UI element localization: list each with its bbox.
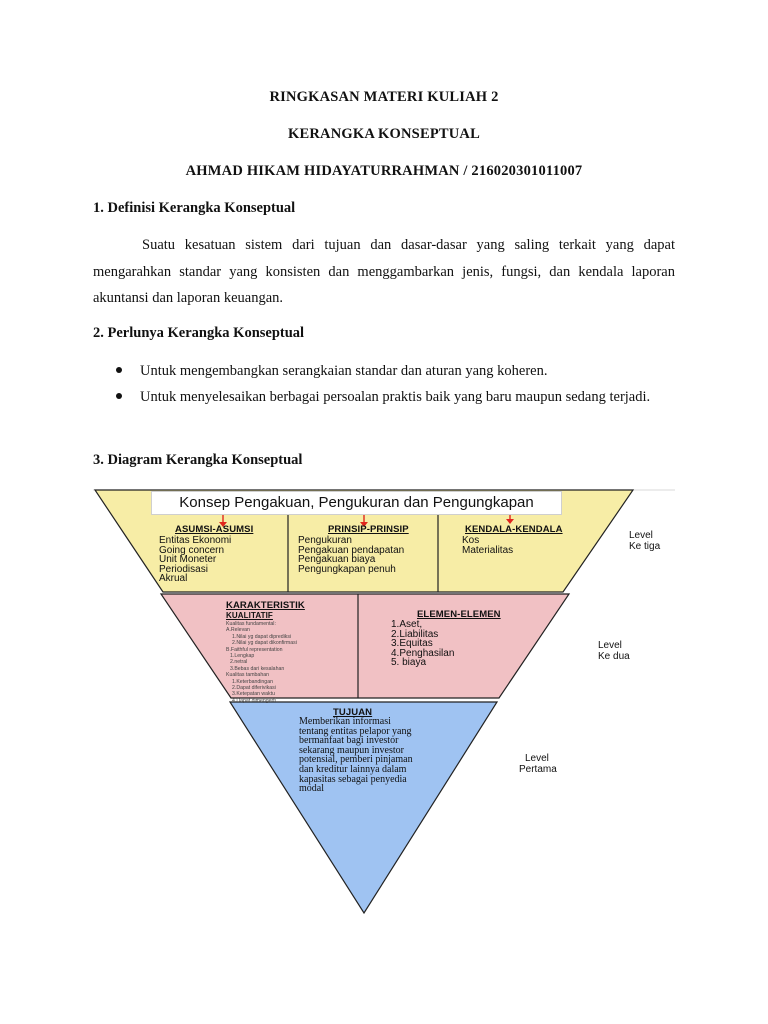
author-line: AHMAD HIKAM HIDAYATURRAHMAN / 216020301011007 xyxy=(185,163,583,179)
karakteristik-item: 3.Ketepatan waktu xyxy=(232,691,275,698)
prinsip-item: Pengukuran xyxy=(298,535,352,546)
tujuan-line: tentang entitas pelapor yang xyxy=(299,725,412,737)
tujuan-body xyxy=(299,717,413,794)
karakteristik-item: 3.Bebas dari kesalahan xyxy=(230,665,285,672)
tujuan-line: dan kreditur lainnya dalam xyxy=(299,763,407,775)
section-1-paragraph: Suatu kesatuan sistem dari tujuan dan dasar-dasar yang saling terkait yang dapat mengarahkan standar yang konsisten dan menggambarkan jenis, fungsi, dan kendala laporan akuntansi dan laporan keuangan. xyxy=(93,237,675,306)
level-2-label-line2: Ke dua xyxy=(598,651,630,662)
tujuan-line: Memberikan informasi xyxy=(299,716,391,727)
asumsi-list xyxy=(159,536,231,584)
kendala-list xyxy=(462,536,513,555)
kendala-title: KENDALA-KENDALA xyxy=(465,524,563,535)
tujuan-line: potensial, pemberi pinjaman xyxy=(299,754,413,766)
bullet-text: Untuk menyelesaikan berbagai persoalan praktis baik yang baru maupun sedang terjadi. xyxy=(140,389,651,405)
asumsi-title: ASUMSI-ASUMSI xyxy=(175,524,254,535)
conceptual-framework-diagram xyxy=(93,488,675,918)
bullet-dot xyxy=(116,367,122,373)
bullet-dot xyxy=(116,393,122,399)
elemen-list xyxy=(391,620,454,668)
asumsi-item: Akrual xyxy=(159,573,188,585)
karakteristik-title-line1: KARAKTERISTIK xyxy=(226,600,305,611)
karakteristik-item: Kualitas tambahan xyxy=(226,672,269,679)
elemen-item: 3.Equitas xyxy=(391,638,433,650)
tujuan-line: bermanfaat bagi investor xyxy=(299,735,399,747)
karakteristik-item: 1.Nilai yg dapat diprediksi xyxy=(232,633,292,640)
bullet-item-1 xyxy=(140,358,675,385)
elemen-item: 1.Aset, xyxy=(391,619,423,630)
tujuan-title: TUJUAN xyxy=(333,707,373,718)
bullet-item-2 xyxy=(140,384,675,411)
prinsip-item: Pengungkapan penuh xyxy=(298,563,396,575)
karakteristik-item: B.Faithful representation xyxy=(226,646,283,653)
asumsi-item: Unit Moneter xyxy=(159,554,217,566)
karakteristik-title xyxy=(226,601,305,621)
asumsi-item: Going concern xyxy=(159,544,225,556)
karakteristik-title-line2: KUALITATIF xyxy=(226,611,273,620)
level-1-label-line2: Pertama xyxy=(519,764,557,775)
kendala-item: Kos xyxy=(462,535,480,546)
karakteristik-list xyxy=(226,621,297,704)
document-title: RINGKASAN MATERI KULIAH 2 xyxy=(269,89,499,105)
tujuan-line: sekarang maupun investor xyxy=(299,744,404,756)
section-2-heading: 2. Perlunya Kerangka Konseptual xyxy=(93,325,305,341)
karakteristik-item: 4.Dapat dimengerti xyxy=(232,697,276,704)
bullet-text: Untuk mengembangkan serangkaian standar dan aturan yang koheren. xyxy=(140,363,548,379)
tujuan-line: modal xyxy=(299,783,324,795)
karakteristik-item: 1.Lengkap xyxy=(230,653,255,660)
section-3-heading: 3. Diagram Kerangka Konseptual xyxy=(93,452,303,468)
level-1-label-line1: Level xyxy=(525,753,549,764)
document-subtitle: KERANGKA KONSEPTUAL xyxy=(288,126,480,142)
asumsi-item: Entitas Ekonomi xyxy=(159,535,232,546)
level-2-label-line1: Level xyxy=(598,640,622,651)
karakteristik-item: 2.Dapat diferivikasi xyxy=(232,685,276,692)
prinsip-title: PRINSIP-PRINSIP xyxy=(328,524,409,535)
asumsi-item: Periodisasi xyxy=(159,563,208,575)
diagram-banner: Konsep Pengakuan, Pengukuran dan Pengungkapan xyxy=(151,491,562,515)
elemen-item: 2.Liabilitas xyxy=(391,628,439,640)
karakteristik-item: Kualitas fundamental: xyxy=(226,621,276,627)
elemen-item: 5. biaya xyxy=(391,657,427,669)
prinsip-list xyxy=(298,536,404,574)
section-1-heading: 1. Definisi Kerangka Konseptual xyxy=(93,200,296,216)
level-2-label xyxy=(598,640,630,662)
prinsip-item: Pengakuan pendapatan xyxy=(298,544,405,556)
karakteristik-item: 2.netral xyxy=(230,659,248,666)
elemen-title: ELEMEN-ELEMEN xyxy=(417,609,501,620)
karakteristik-item: 2.Nilai yg dapat dikonfirmasi xyxy=(232,640,297,647)
level-1-label xyxy=(519,753,557,775)
tujuan-line: kapasitas sebagai penyedia xyxy=(299,773,407,785)
level-3-label-line1: Level xyxy=(629,530,653,541)
level-2-trapezoid xyxy=(161,594,569,698)
karakteristik-item: A.Relevan xyxy=(226,627,250,634)
level-3-label xyxy=(629,530,660,552)
kendala-item: Materialitas xyxy=(462,544,514,556)
elemen-item: 4.Penghasilan xyxy=(391,647,455,659)
level-3-label-line2: Ke tiga xyxy=(629,541,661,552)
prinsip-item: Pengakuan biaya xyxy=(298,554,376,566)
karakteristik-item: 1.Keterbandingan xyxy=(232,678,273,685)
